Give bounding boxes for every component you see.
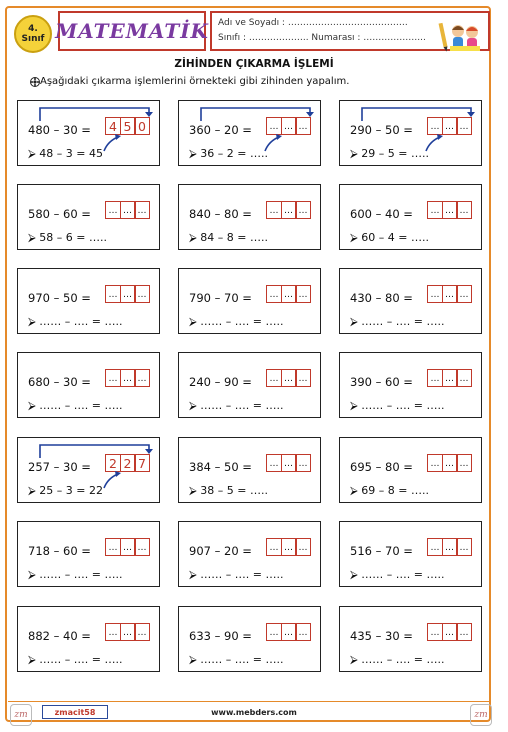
answer-digit-box[interactable]: … bbox=[427, 454, 443, 472]
logo-right: zm bbox=[470, 704, 492, 726]
flower-icon bbox=[30, 77, 40, 87]
curved-hint-arrow bbox=[104, 137, 118, 151]
mental-step: ⮚ …… – …. = ….. bbox=[189, 568, 284, 581]
answer-digit-box[interactable]: … bbox=[442, 538, 458, 556]
header bbox=[8, 8, 490, 56]
answer-boxes bbox=[266, 117, 311, 135]
answer-boxes bbox=[266, 454, 311, 472]
answer-boxes bbox=[266, 538, 311, 556]
subtraction-equation: 718 – 60 = bbox=[28, 544, 91, 558]
subtraction-equation: 580 – 60 = bbox=[28, 207, 91, 221]
subtraction-equation: 695 – 80 = bbox=[350, 460, 413, 474]
subtraction-equation: 633 – 90 = bbox=[189, 629, 252, 643]
subtraction-equation: 907 – 20 = bbox=[189, 544, 252, 558]
answer-digit-box[interactable]: … bbox=[105, 369, 121, 387]
answer-digit-box[interactable]: … bbox=[427, 117, 443, 135]
answer-boxes bbox=[105, 201, 150, 219]
answer-digit-box[interactable]: … bbox=[295, 285, 311, 303]
answer-boxes bbox=[427, 454, 472, 472]
student-info-box bbox=[210, 11, 490, 51]
subtraction-equation: 680 – 30 = bbox=[28, 375, 91, 389]
exercise-card bbox=[339, 100, 482, 166]
answer-digit-box[interactable]: 2 bbox=[105, 454, 121, 472]
answer-digit-box[interactable]: … bbox=[295, 369, 311, 387]
answer-digit-box[interactable]: … bbox=[134, 538, 150, 556]
answer-digit-box[interactable]: … bbox=[442, 623, 458, 641]
answer-digit-box[interactable]: … bbox=[120, 538, 136, 556]
mental-step: ⮚ 58 – 6 = ….. bbox=[28, 231, 107, 244]
exercise-card bbox=[178, 521, 321, 587]
exercise-card bbox=[17, 606, 160, 672]
author-tag: zmacit58 bbox=[42, 705, 108, 719]
mental-step: ⮚ 38 – 5 = ….. bbox=[189, 484, 268, 497]
answer-boxes bbox=[266, 369, 311, 387]
answer-digit-box[interactable]: … bbox=[134, 623, 150, 641]
answer-boxes bbox=[427, 623, 472, 641]
subtraction-equation: 600 – 40 = bbox=[350, 207, 413, 221]
instruction-text: Aşağıdaki çıkarma işlemlerini örnekteki gibi zihinden yapalım. bbox=[40, 76, 350, 87]
answer-digit-box[interactable]: … bbox=[266, 369, 282, 387]
exercise-card bbox=[339, 352, 482, 418]
answer-digit-box[interactable]: … bbox=[281, 117, 297, 135]
answer-digit-box[interactable]: … bbox=[456, 623, 472, 641]
answer-digit-box[interactable]: … bbox=[456, 285, 472, 303]
mental-step: ⮚ …… – …. = ….. bbox=[189, 399, 284, 412]
answer-digit-box[interactable]: … bbox=[427, 201, 443, 219]
answer-digit-box[interactable]: … bbox=[427, 369, 443, 387]
exercise-card bbox=[178, 184, 321, 250]
answer-digit-box[interactable]: … bbox=[281, 369, 297, 387]
answer-digit-box[interactable]: … bbox=[456, 369, 472, 387]
footer-divider bbox=[8, 701, 490, 702]
mental-step: ⮚ …… – …. = ….. bbox=[350, 399, 445, 412]
exercise-card bbox=[339, 268, 482, 334]
grade-label: Sınıf bbox=[21, 34, 45, 44]
answer-digit-box[interactable]: … bbox=[266, 285, 282, 303]
answer-digit-box[interactable]: … bbox=[442, 454, 458, 472]
answer-digit-box[interactable]: … bbox=[105, 201, 121, 219]
answer-digit-box[interactable]: … bbox=[120, 285, 136, 303]
answer-digit-box[interactable]: … bbox=[281, 201, 297, 219]
subtraction-equation: 290 – 50 = bbox=[350, 123, 413, 137]
exercise-card bbox=[17, 184, 160, 250]
exercise-card bbox=[17, 100, 160, 166]
exercise-card bbox=[339, 606, 482, 672]
mental-step: ⮚ 48 – 3 = 45 bbox=[28, 147, 104, 160]
answer-digit-box[interactable]: … bbox=[281, 623, 297, 641]
mental-step: ⮚ …… – …. = ….. bbox=[189, 653, 284, 666]
subtraction-equation: 882 – 40 = bbox=[28, 629, 91, 643]
answer-digit-box[interactable]: … bbox=[442, 285, 458, 303]
answer-boxes bbox=[266, 285, 311, 303]
exercise-card bbox=[178, 606, 321, 672]
subtraction-equation: 480 – 30 = bbox=[28, 123, 91, 137]
mental-step: ⮚ 29 – 5 = ….. bbox=[350, 147, 429, 160]
answer-digit-box[interactable]: … bbox=[442, 369, 458, 387]
mental-step: ⮚ 36 – 2 = ….. bbox=[189, 147, 268, 160]
subject-title-box bbox=[55, 11, 209, 51]
curved-hint-arrow bbox=[104, 474, 118, 488]
subtraction-equation: 384 – 50 = bbox=[189, 460, 252, 474]
subtraction-equation: 390 – 60 = bbox=[350, 375, 413, 389]
answer-boxes bbox=[427, 538, 472, 556]
answer-digit-box[interactable]: … bbox=[134, 285, 150, 303]
mental-step: ⮚ 60 – 4 = ….. bbox=[350, 231, 429, 244]
exercise-card bbox=[17, 437, 160, 503]
answer-digit-box[interactable]: … bbox=[295, 623, 311, 641]
answer-digit-box[interactable]: … bbox=[456, 117, 472, 135]
grade-number: 4. bbox=[28, 24, 38, 34]
class-number-field[interactable]: Sınıfı : ……………….. Numarası : ………………... bbox=[218, 33, 426, 43]
answer-boxes bbox=[427, 117, 472, 135]
grade-badge bbox=[14, 15, 52, 53]
exercise-card bbox=[178, 100, 321, 166]
answer-digit-box[interactable]: … bbox=[266, 623, 282, 641]
name-field[interactable]: Adı ve Soyadı : …………………………………. bbox=[218, 18, 408, 28]
answer-digit-box[interactable]: … bbox=[295, 538, 311, 556]
answer-digit-box[interactable]: … bbox=[456, 538, 472, 556]
mental-step: ⮚ …… – …. = ….. bbox=[28, 315, 123, 328]
answer-boxes bbox=[105, 369, 150, 387]
answer-boxes bbox=[266, 623, 311, 641]
answer-digit-box[interactable]: … bbox=[456, 454, 472, 472]
answer-boxes bbox=[105, 538, 150, 556]
subtraction-equation: 240 – 90 = bbox=[189, 375, 252, 389]
subtraction-equation: 430 – 80 = bbox=[350, 291, 413, 305]
subtraction-equation: 360 – 20 = bbox=[189, 123, 252, 137]
answer-digit-box[interactable]: … bbox=[427, 285, 443, 303]
answer-boxes bbox=[105, 285, 150, 303]
subject-title: MATEMATİK bbox=[55, 19, 209, 43]
answer-digit-box[interactable]: … bbox=[266, 201, 282, 219]
exercise-card bbox=[339, 437, 482, 503]
mental-step: ⮚ 69 – 8 = ….. bbox=[350, 484, 429, 497]
logo-left: zm bbox=[10, 704, 32, 726]
mental-step: ⮚ …… – …. = ….. bbox=[350, 653, 445, 666]
mental-step: ⮚ …… – …. = ….. bbox=[28, 399, 123, 412]
mental-step: ⮚ …… – …. = ….. bbox=[189, 315, 284, 328]
exercise-card bbox=[178, 352, 321, 418]
exercise-card bbox=[339, 521, 482, 587]
exercise-card bbox=[339, 184, 482, 250]
answer-digit-box[interactable]: … bbox=[266, 117, 282, 135]
mental-step: ⮚ 84 – 8 = ….. bbox=[189, 231, 268, 244]
answer-digit-box[interactable]: … bbox=[281, 285, 297, 303]
answer-digit-box[interactable]: … bbox=[134, 369, 150, 387]
website-link[interactable]: www.mebders.com bbox=[211, 708, 297, 717]
answer-digit-box[interactable]: … bbox=[442, 201, 458, 219]
answer-digit-box[interactable]: … bbox=[134, 201, 150, 219]
answer-digit-box[interactable]: 4 bbox=[105, 117, 121, 135]
exercise-card bbox=[178, 268, 321, 334]
subtraction-equation: 257 – 30 = bbox=[28, 460, 91, 474]
answer-digit-box[interactable]: … bbox=[266, 454, 282, 472]
answer-digit-box[interactable]: … bbox=[427, 538, 443, 556]
answer-digit-box[interactable]: … bbox=[105, 285, 121, 303]
answer-boxes bbox=[427, 201, 472, 219]
answer-digit-box[interactable]: … bbox=[281, 538, 297, 556]
answer-digit-box[interactable]: 0 bbox=[134, 117, 150, 135]
answer-digit-box[interactable]: … bbox=[105, 538, 121, 556]
mental-step: ⮚ …… – …. = ….. bbox=[28, 653, 123, 666]
subtraction-equation: 790 – 70 = bbox=[189, 291, 252, 305]
answer-digit-box[interactable]: … bbox=[266, 538, 282, 556]
subtraction-equation: 516 – 70 = bbox=[350, 544, 413, 558]
exercise-card bbox=[178, 437, 321, 503]
answer-digit-box[interactable]: 5 bbox=[120, 117, 136, 135]
mental-step: ⮚ …… – …. = ….. bbox=[28, 568, 123, 581]
answer-boxes bbox=[266, 201, 311, 219]
mental-step: ⮚ 25 – 3 = 22 bbox=[28, 484, 104, 497]
exercise-card bbox=[17, 268, 160, 334]
answer-boxes bbox=[105, 623, 150, 641]
subtraction-equation: 970 – 50 = bbox=[28, 291, 91, 305]
answer-digit-box[interactable]: … bbox=[120, 623, 136, 641]
kids-pencil-icon bbox=[438, 19, 482, 53]
answer-digit-box[interactable]: 7 bbox=[134, 454, 150, 472]
mental-step: ⮚ …… – …. = ….. bbox=[350, 315, 445, 328]
worksheet-heading: ZİHİNDEN ÇIKARMA İŞLEMİ bbox=[174, 58, 334, 70]
answer-digit-box[interactable]: … bbox=[281, 454, 297, 472]
answer-boxes bbox=[105, 117, 150, 135]
answer-boxes bbox=[427, 285, 472, 303]
answer-boxes bbox=[427, 369, 472, 387]
answer-digit-box[interactable]: … bbox=[295, 454, 311, 472]
answer-digit-box[interactable]: … bbox=[120, 201, 136, 219]
exercise-card bbox=[17, 521, 160, 587]
answer-digit-box[interactable]: … bbox=[456, 201, 472, 219]
answer-digit-box[interactable]: 2 bbox=[120, 454, 136, 472]
answer-digit-box[interactable]: … bbox=[295, 117, 311, 135]
answer-digit-box[interactable]: … bbox=[295, 201, 311, 219]
subtraction-equation: 435 – 30 = bbox=[350, 629, 413, 643]
subtraction-equation: 840 – 80 = bbox=[189, 207, 252, 221]
answer-digit-box[interactable]: … bbox=[427, 623, 443, 641]
answer-digit-box[interactable]: … bbox=[442, 117, 458, 135]
answer-boxes bbox=[105, 454, 150, 472]
exercise-card bbox=[17, 352, 160, 418]
answer-digit-box[interactable]: … bbox=[120, 369, 136, 387]
mental-step: ⮚ …… – …. = ….. bbox=[350, 568, 445, 581]
answer-digit-box[interactable]: … bbox=[105, 623, 121, 641]
